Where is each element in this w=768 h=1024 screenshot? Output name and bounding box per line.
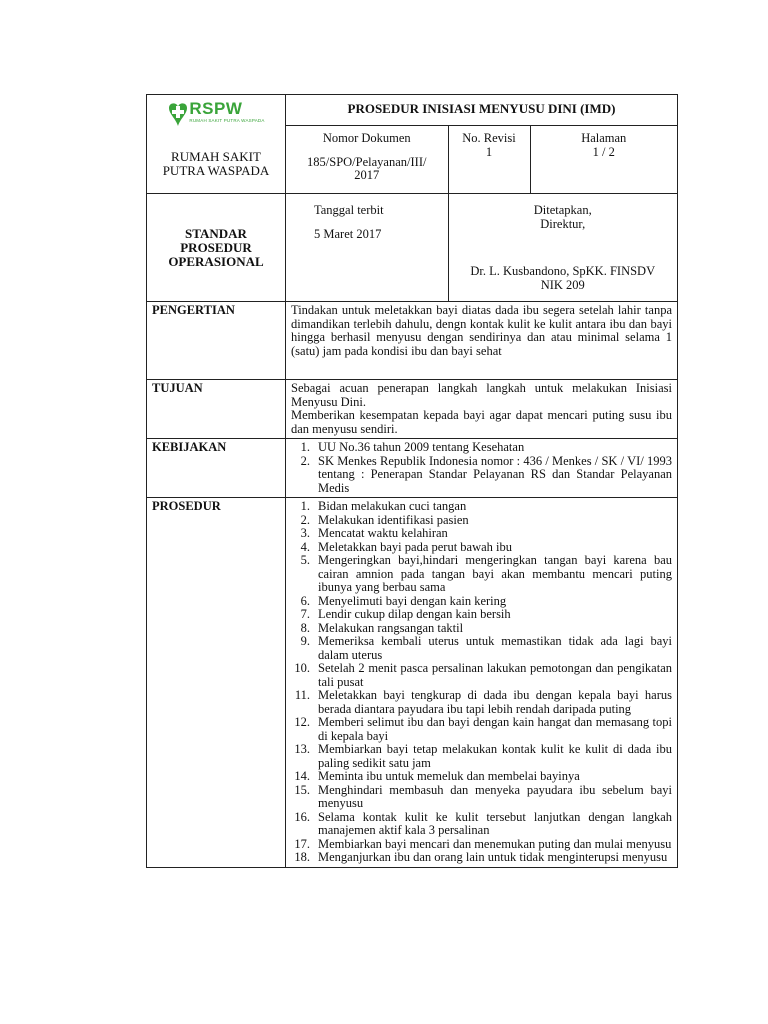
list-item: 9. Memeriksa kembali uterus untuk memastikan tidak ada lagi bayi dalam uterus: [300, 634, 672, 662]
list-item: 8. Melakukan rangsangan taktil: [300, 620, 464, 635]
list-item: 1. Bidan melakukan cuci tangan: [300, 499, 467, 513]
list-item: 14. Meminta ibu untuk memeluk dan membelai bayinya: [294, 769, 580, 783]
list-item: 13. Membiarkan bayi tetap melakukan kontak kulit ke kulit di dada ibu paling sedikit satu jam: [294, 742, 672, 770]
doc-number-cell: [286, 126, 448, 193]
revision-cell: [448, 126, 530, 193]
kebijakan-cell: [286, 439, 678, 498]
logo-subtext: RUMAH SAKIT PUTRA WASPADA: [189, 118, 265, 123]
approved-role: Direktur,: [540, 216, 586, 231]
list-item: 6. Menyelimuti bayi dengan kain kering: [300, 593, 507, 608]
approved-label: Ditetapkan,: [533, 203, 592, 217]
tujuan-cell: [286, 380, 678, 439]
revision-label: No. Revisi: [462, 131, 516, 145]
header-meta-table: [286, 126, 677, 193]
page-value: 1 / 2: [592, 144, 615, 159]
list-item: 18. Menganjurkan ibu dan orang lain untuk tidak menginterupsi menyusu: [294, 850, 668, 864]
page-cell: [530, 126, 677, 193]
signatory-name: Dr. L. Kusbandono, SpKK. FINSDV: [470, 264, 656, 278]
issued-cell: [286, 194, 448, 301]
approval-cell: [448, 194, 677, 301]
signatory-nik: NIK 209: [540, 277, 585, 292]
list-item: 3. Mencatat waktu kelahiran: [300, 526, 448, 540]
revision-value: 1: [485, 144, 493, 159]
hospital-logo: [152, 100, 280, 128]
tujuan-label: TUJUAN: [147, 380, 286, 439]
list-item: 17. Membiarkan bayi mencari dan menemukan puting dan mulai menyusu: [294, 836, 672, 851]
list-item: 12. Memberi selimut ibu dan bayi dengan kain hangat dan memasang topi di kepala bayi: [294, 715, 672, 743]
list-item: 16. Selama kontak kulit ke kulit tersebut lanjutkan dengan langkah manajemen aktif kala 3 persalinan: [294, 809, 672, 837]
sop-info-table: [286, 194, 677, 301]
list-item: 2. Melakukan identifikasi pasien: [300, 512, 469, 527]
list-item: 10. Setelah 2 menit pasca persalinan lakukan pemotongan dan pengikatan tali pusat: [294, 661, 672, 689]
pengertian-label: PENGERTIAN: [147, 302, 286, 380]
prosedur-label: PROSEDUR: [147, 498, 286, 868]
tujuan-text-2: Memberikan kesempatan kepada bayi agar dapat mencari puting susu ibu dan menyusu sendiri.: [291, 408, 672, 436]
sop-info-cell: [286, 194, 678, 302]
list-item: 11. Meletakkan bayi tengkurap di dada ibu dengan kepala bayi harus berada diantara payudara ibu tapi lebih rendah daripada puting: [294, 688, 672, 716]
list-item: 5. Mengeringkan bayi,hindari mengeringkan tangan bayi karena bau cairan amnion pada tangan bayi akan membantu mencari puting ibunya yang berbau sama: [300, 553, 672, 594]
tujuan-text-1: Sebagai acuan penerapan langkah langkah untuk melakukan Inisiasi Menyusu Dini.: [291, 381, 672, 409]
issued-value: 5 Maret 2017: [314, 226, 382, 241]
prosedur-cell: [286, 498, 678, 868]
list-item: 4. Meletakkan bayi pada perut bawah ibu: [300, 539, 513, 554]
prosedur-list: [291, 500, 672, 865]
hospital-name: RUMAH SAKIT PUTRA WASPADA: [162, 149, 270, 178]
list-item: 2. SK Menkes Republik Indonesia nomor : 436 / Menkes / SK / VI/ 1993 tentang : Penerapan Standar Pelayanan RS dan Standar Pelayanan Medis: [300, 453, 672, 495]
doc-number-value: 185/SPO/Pelayanan/III/ 2017: [307, 154, 427, 182]
hospital-cell: [147, 95, 286, 194]
page-label: Halaman: [581, 131, 627, 145]
cross-heart-icon: [167, 100, 189, 128]
list-item: 15. Menghindari membasuh dan menyeka payudara ibu sebelum bayi menyusu: [294, 782, 672, 810]
header-info-cell: [286, 95, 678, 194]
sop-document-table: [146, 94, 678, 868]
doc-number-label: Nomor Dokumen: [322, 131, 411, 145]
sop-label: STANDAR PROSEDUR OPERASIONAL: [147, 194, 286, 302]
list-item: 1. UU No.36 tahun 2009 tentang Kesehatan: [300, 440, 525, 454]
list-item: 7. Lendir cukup dilap dengan kain bersih: [300, 607, 511, 621]
kebijakan-list: [291, 441, 672, 495]
logo-text: RSPW: [189, 99, 243, 118]
kebijakan-label: KEBIJAKAN: [147, 439, 286, 498]
issued-label: Tanggal terbit: [314, 203, 384, 217]
document-title: PROSEDUR INISIASI MENYUSU DINI (IMD): [286, 95, 677, 126]
pengertian-text: Tindakan untuk meletakkan bayi diatas dada ibu segera setelah lahir tanpa dimandikan terlebih dahulu, dengn kontak kulit ke kulit antara ibu dan bayi hingga berhasil menyusu dengan sendirinya dan atau minimal selama 1 (satu) jam pada kondisi ibu dan bayi sehat: [286, 302, 678, 380]
